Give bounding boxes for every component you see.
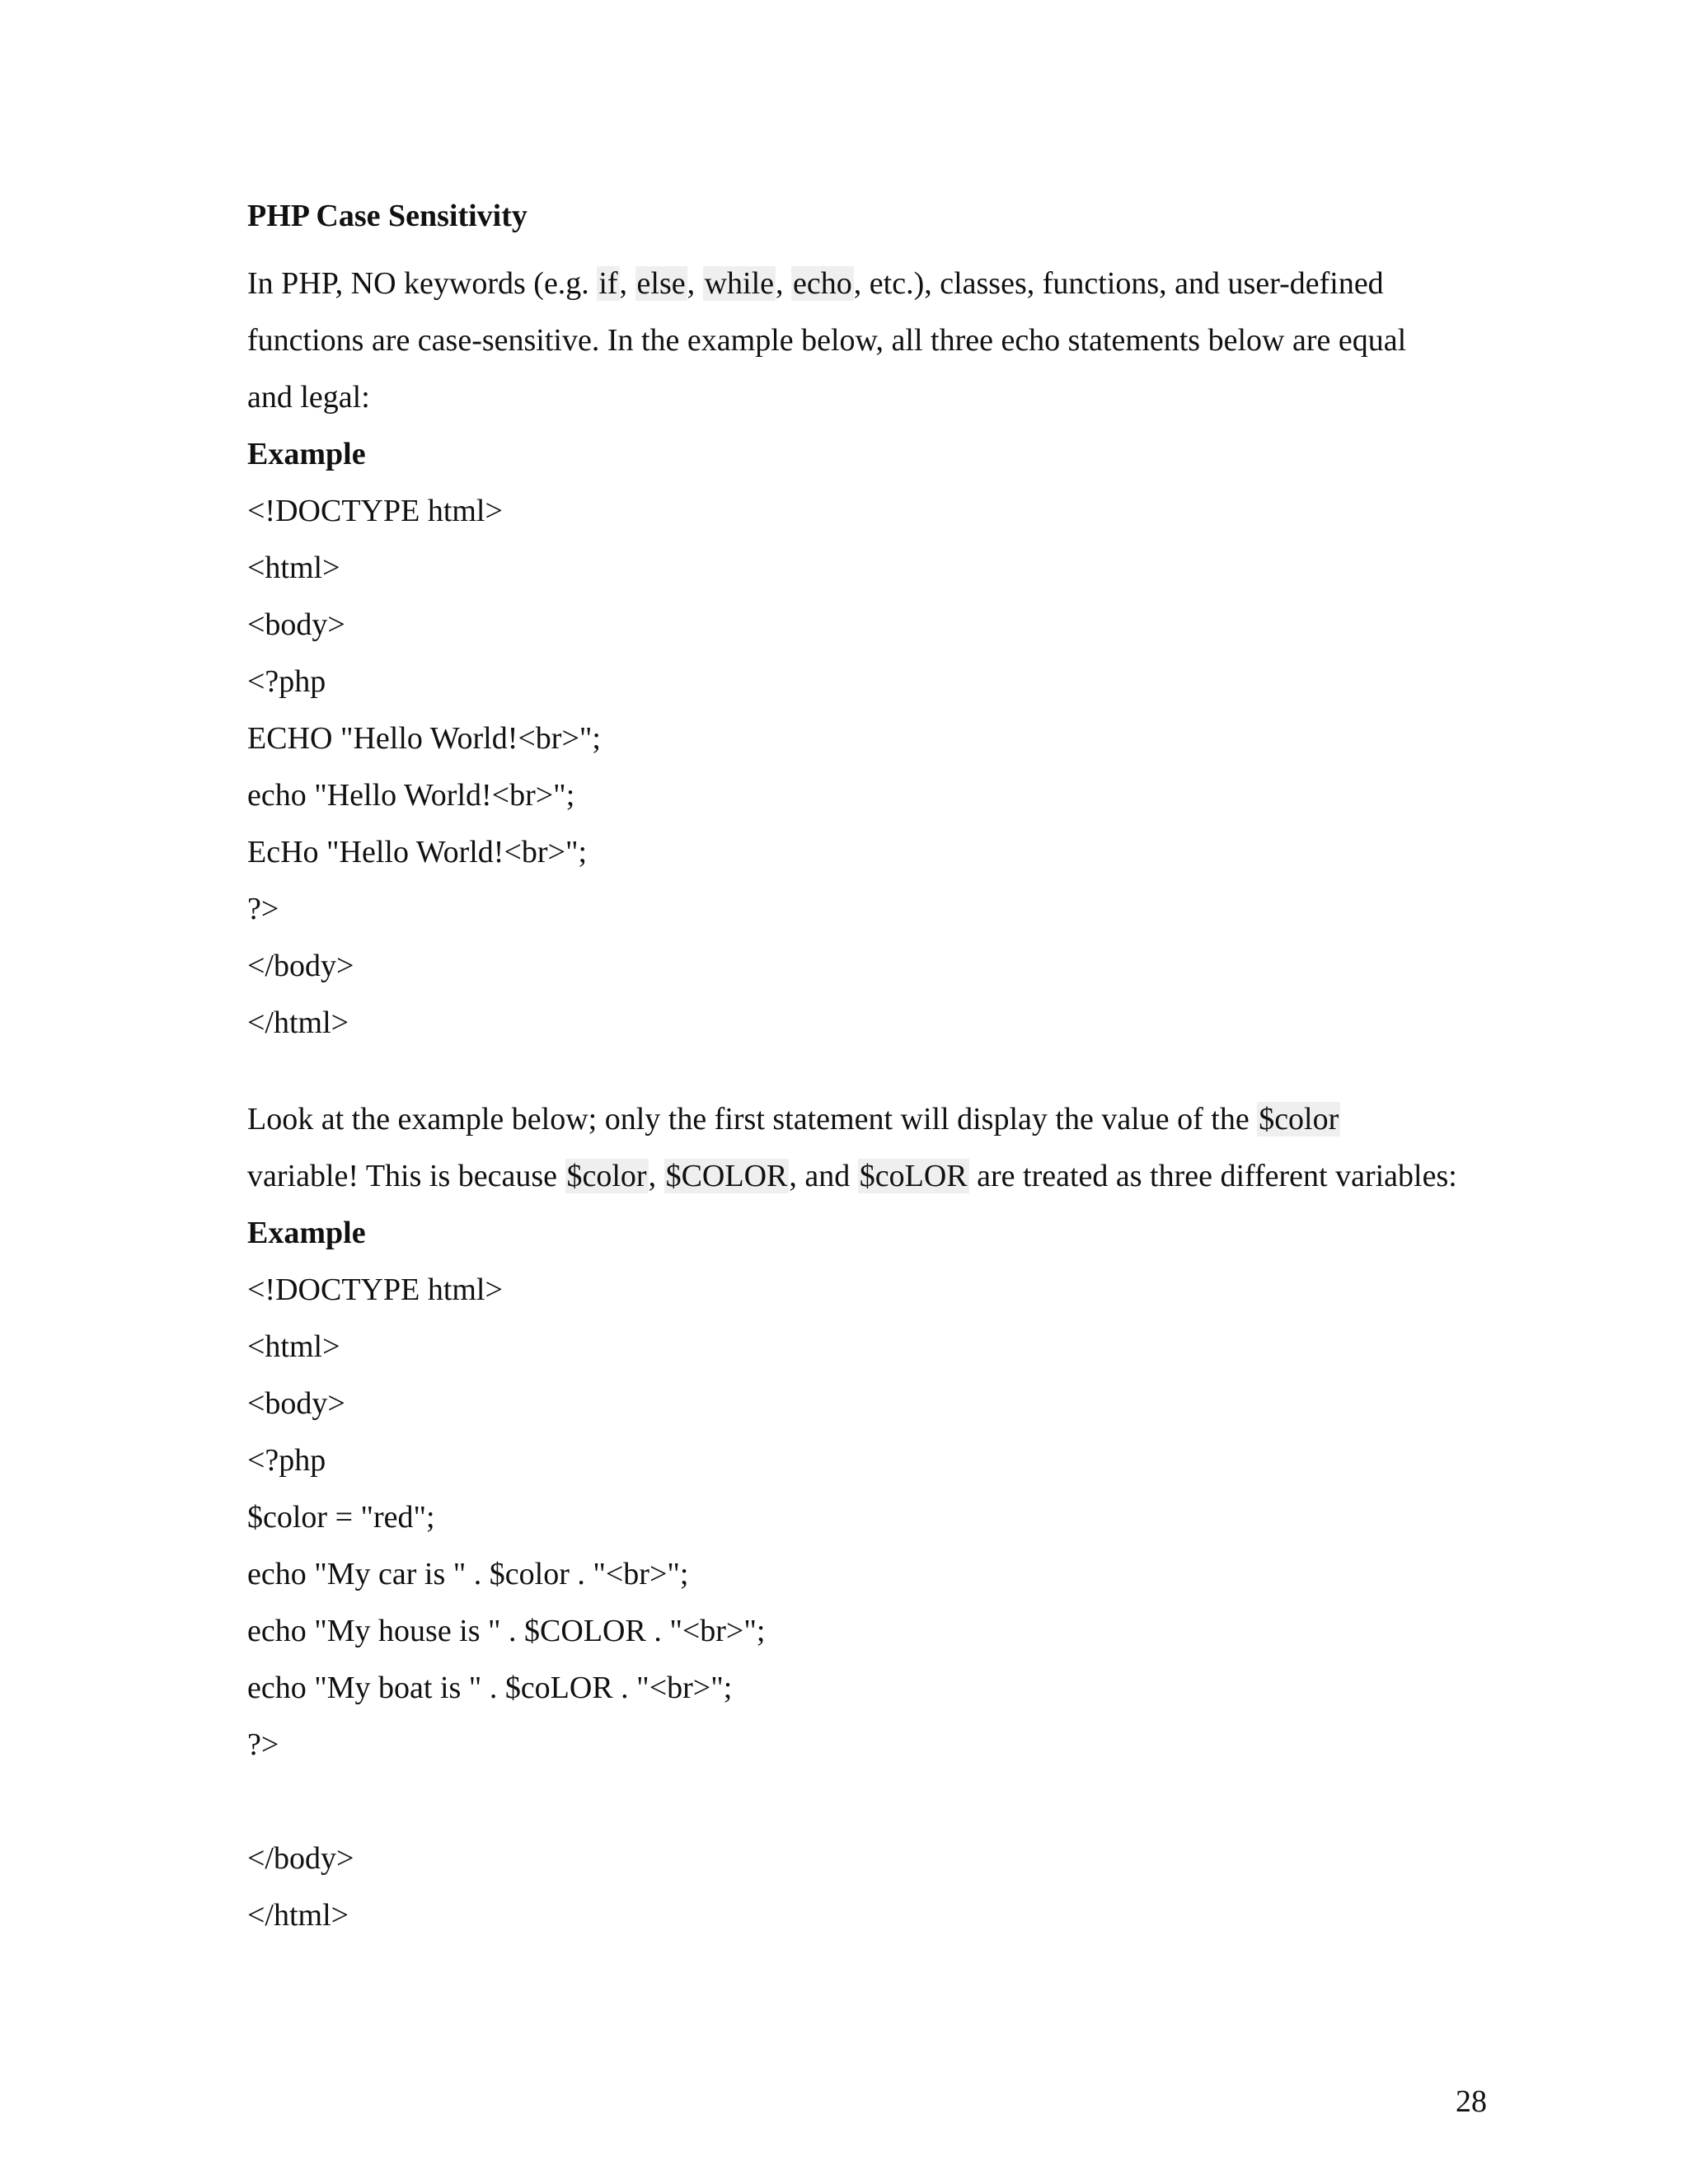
code-line: <!DOCTYPE html> xyxy=(247,1272,503,1307)
para1-text: In PHP, NO keywords (e.g. xyxy=(247,266,598,301)
keyword-else: else xyxy=(636,266,686,301)
code-line: <body> xyxy=(247,1386,345,1421)
page-number: 28 xyxy=(1456,2084,1487,2119)
variable-coLOR: $coLOR xyxy=(859,1159,968,1193)
code-line: <html> xyxy=(247,551,340,585)
keyword-while: while xyxy=(704,266,775,301)
code-line: <body> xyxy=(247,607,345,642)
code-line: </body> xyxy=(247,949,354,983)
example-label: Example xyxy=(247,1216,366,1250)
code-line: echo "Hello World!<br>"; xyxy=(247,778,575,813)
code-example-2 xyxy=(247,1262,1459,1944)
example-label: Example xyxy=(247,437,366,471)
code-line: <?php xyxy=(247,1443,326,1478)
code-line: EcHo "Hello World!<br>"; xyxy=(247,835,588,869)
para1-text: , etc.), classes, functions, and user-defined functions are case-sensitive. In the example below, all three echo statements below are equal and legal: xyxy=(247,266,1407,415)
para2-sep: , and xyxy=(789,1159,858,1193)
code-line: <html> xyxy=(247,1329,340,1364)
code-line: ECHO "Hello World!<br>"; xyxy=(247,721,601,756)
spacer xyxy=(247,1774,1459,1830)
para2-text: Look at the example below; only the first statement will display the value of the xyxy=(247,1102,1258,1137)
variable-COLOR: $COLOR xyxy=(665,1159,788,1193)
para1-sep: , xyxy=(619,266,635,301)
keyword-echo: echo xyxy=(793,266,852,301)
code-line: </body> xyxy=(247,1841,354,1876)
spacer xyxy=(247,1052,1459,1091)
intro-paragraph xyxy=(247,255,1459,426)
code-line: $color = "red"; xyxy=(247,1500,435,1535)
variables-paragraph xyxy=(247,1091,1459,1205)
variable-color: $color xyxy=(1259,1102,1339,1137)
para2-text: variable! This is because xyxy=(247,1159,565,1193)
page-content xyxy=(247,194,1459,1944)
code-line: echo "My boat is " . $coLOR . "<br>"; xyxy=(247,1671,733,1705)
para2-text: are treated as three different variables: xyxy=(968,1159,1457,1193)
code-example-1 xyxy=(247,483,1459,1052)
code-line: <?php xyxy=(247,664,326,699)
code-line: ?> xyxy=(247,1727,279,1762)
code-line: </html> xyxy=(247,1898,349,1933)
section-heading: PHP Case Sensitivity xyxy=(247,199,528,233)
code-line: <!DOCTYPE html> xyxy=(247,494,503,528)
variable-color: $color xyxy=(566,1159,647,1193)
code-line: echo "My house is " . $COLOR . "<br>"; xyxy=(247,1614,766,1648)
para1-sep: , xyxy=(776,266,792,301)
code-line: ?> xyxy=(247,892,279,926)
para2-sep: , xyxy=(648,1159,664,1193)
code-line: </html> xyxy=(247,1005,349,1040)
keyword-if: if xyxy=(598,266,618,301)
para1-sep: , xyxy=(687,266,703,301)
code-line: echo "My car is " . $color . "<br>"; xyxy=(247,1557,689,1591)
